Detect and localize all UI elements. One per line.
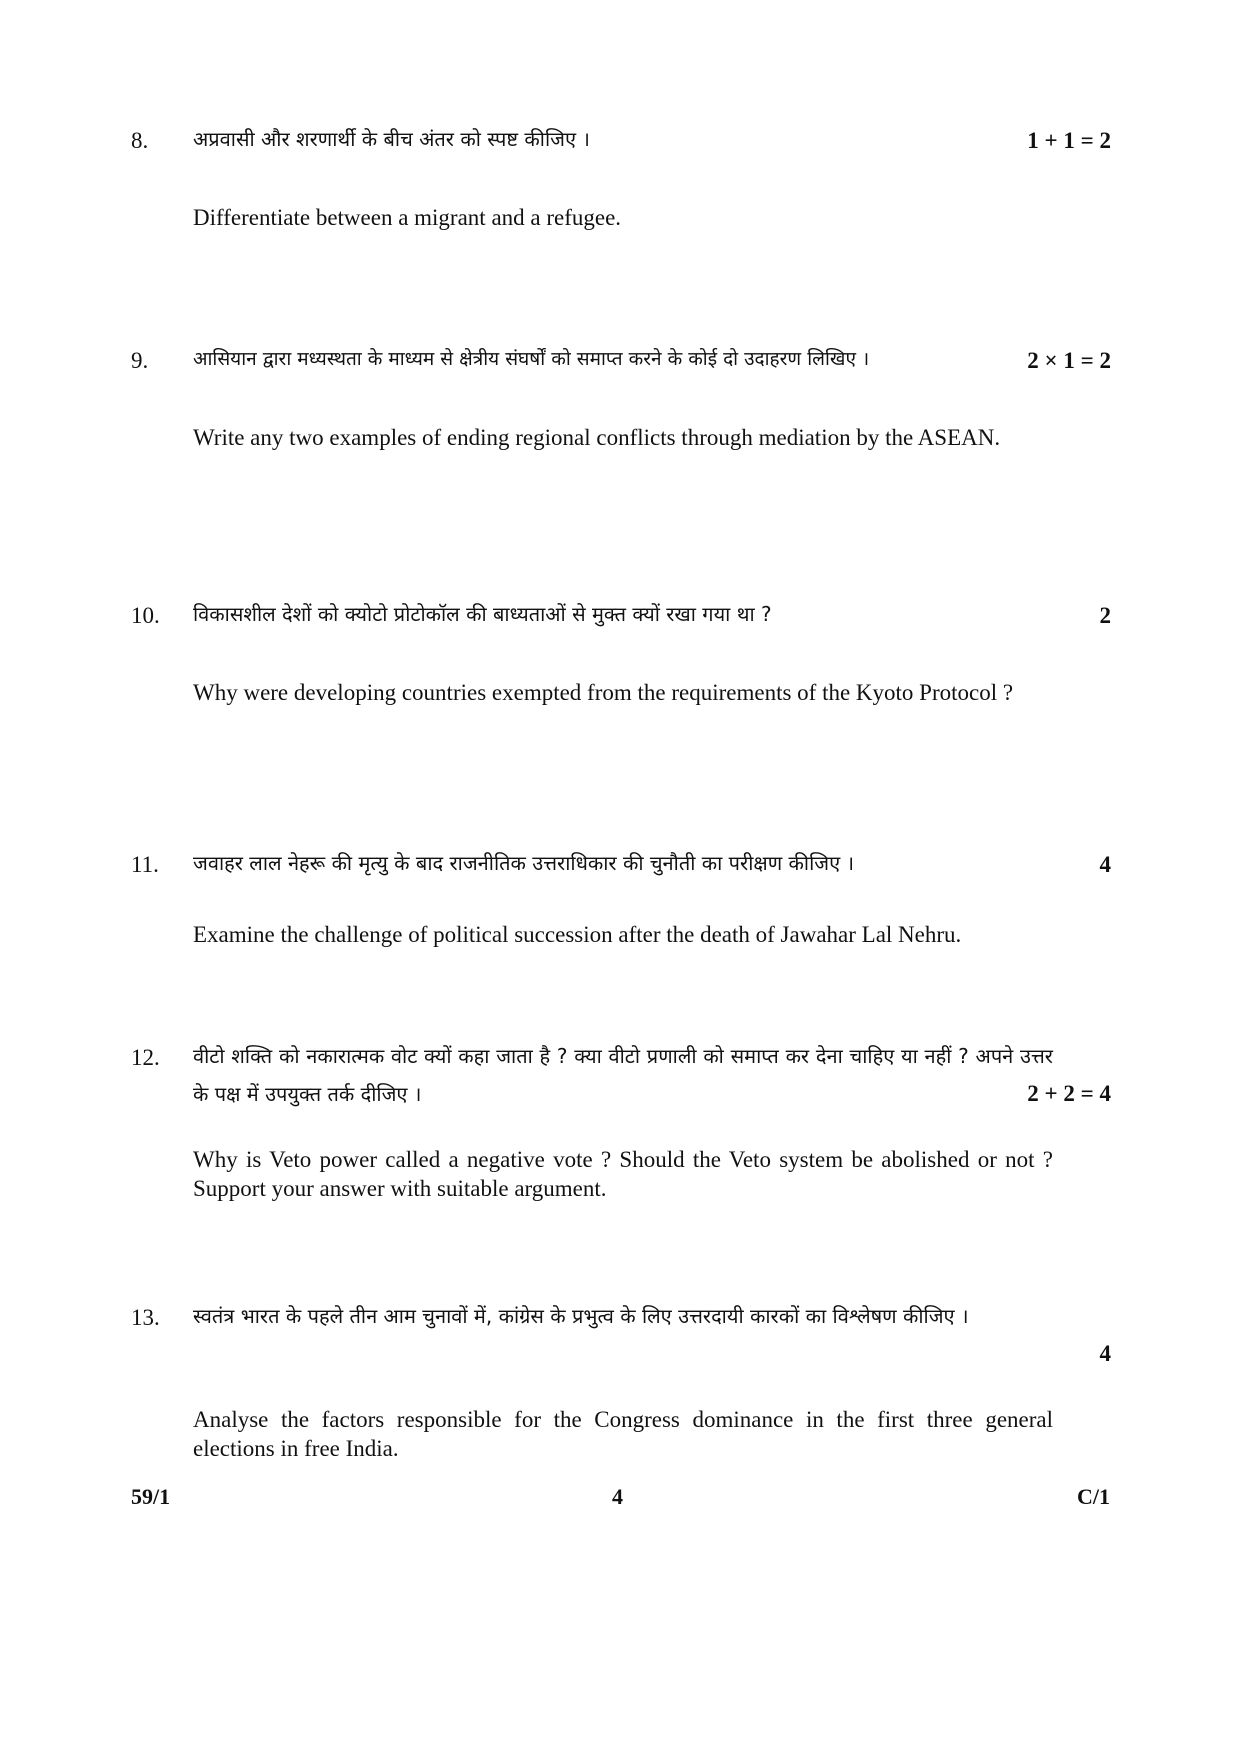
question-text-hindi: स्वतंत्र भारत के पहले तीन आम चुनावों में, कांग्रेस के प्रभुत्व के लिए उत्तरदायी कारकों का विश्लेषण कीजिए ।	[193, 1304, 969, 1328]
question-number: 11.	[131, 852, 159, 877]
footer-paper-code: 59/1	[131, 1484, 171, 1509]
question-marks: 2 + 2 = 4	[1027, 1081, 1111, 1106]
question-marks: 4	[1099, 852, 1111, 877]
question-number: 10.	[131, 603, 160, 628]
question-marks: 4	[1099, 1341, 1111, 1366]
question-text-hindi: आसियान द्वारा मध्यस्थता के माध्यम से क्षेत्रीय संघर्षों को समाप्त करने के कोई दो उदाहरण लिखिए ।	[193, 348, 870, 370]
question-text-hindi: अप्रवासी और शरणार्थी के बीच अंतर को स्पष्ट कीजिए ।	[193, 127, 590, 151]
question-number: 8.	[131, 128, 149, 153]
question-text-english: Why is Veto power called a negative vote ? Should the Veto system be abolished or not ? Support your answer with suitable argument.	[193, 1147, 1053, 1201]
question-number: 9.	[131, 348, 149, 373]
question-marks: 1 + 1 = 2	[1027, 128, 1111, 153]
question-number: 12.	[131, 1045, 160, 1070]
question-text-english: Write any two examples of ending regional conflicts through mediation by the ASEAN.	[193, 425, 1001, 450]
question-text-hindi: विकासशील देशों को क्योटो प्रोटोकॉल की बाध्यताओं से मुक्त क्यों रखा गया था ?	[193, 602, 772, 626]
question-text-hindi: वीटो शक्ति को नकारात्मक वोट क्यों कहा जाता है ? क्या वीटो प्रणाली को समाप्त कर देना चाहिए या नहीं ? अपने उत्तर के पक्ष में उपयुक्त तर्क दीजिए ।	[193, 1044, 1053, 1106]
question-text-hindi: जवाहर लाल नेहरू की मृत्यु के बाद राजनीतिक उत्तराधिकार की चुनौती का परीक्षण कीजिए ।	[193, 851, 855, 875]
question-text-english: Why were developing countries exempted from the requirements of the Kyoto Protocol ?	[193, 680, 1014, 705]
question-marks: 2	[1099, 603, 1111, 628]
question-text-english: Differentiate between a migrant and a refugee.	[193, 205, 622, 230]
footer-set-code: C/1	[1077, 1484, 1110, 1509]
question-text-english: Examine the challenge of political succession after the death of Jawahar Lal Nehru.	[193, 922, 962, 947]
question-marks: 2 × 1 = 2	[1027, 348, 1111, 373]
question-text-english: Analyse the factors responsible for the Congress dominance in the first three general elections in free India.	[193, 1407, 1053, 1461]
question-number: 13.	[131, 1305, 160, 1330]
footer-page-number: 4	[612, 1484, 623, 1509]
